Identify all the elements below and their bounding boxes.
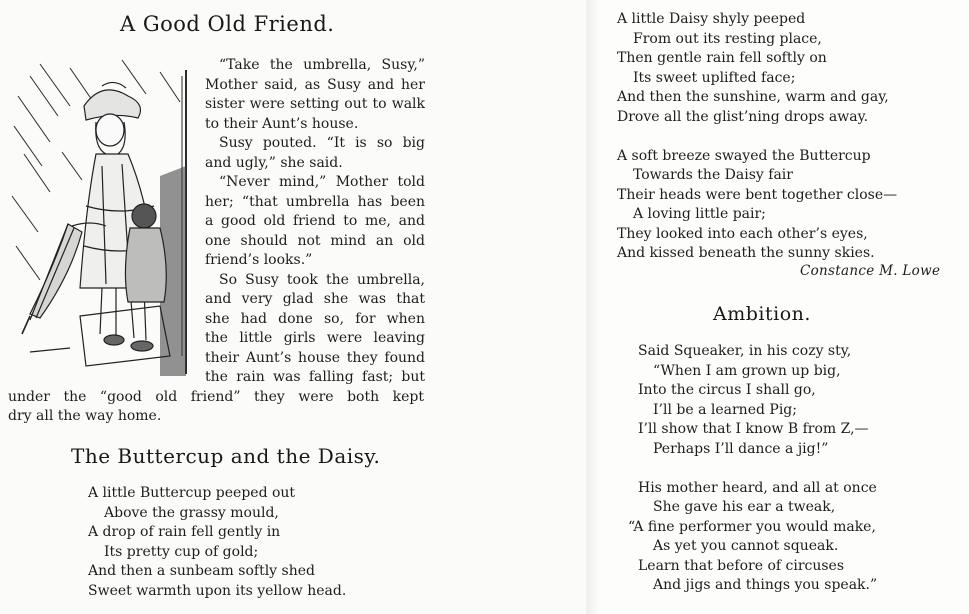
poem-line: Drove all the glist’ning drops away.	[617, 108, 869, 125]
story-line: So Susy took the umbrella,	[219, 271, 425, 288]
poem-line: And kissed beneath the sunny skies.	[617, 245, 875, 261]
poem-line: They looked into each other’s eyes,	[617, 225, 868, 242]
poem-line: Perhaps I’ll dance a jig!”	[653, 440, 829, 457]
story-line: “Take the umbrella, Susy,”	[219, 57, 425, 73]
poem-line: Into the circus I shall go,	[638, 382, 816, 398]
story-line: Mother said, as Susy and her	[205, 76, 425, 93]
poem-line: A little Daisy shyly peeped	[617, 11, 806, 27]
poem-line: Then gentle rain fell softly on	[617, 50, 827, 66]
poem-line: She gave his ear a tweak,	[653, 499, 836, 515]
poem-line: A little Buttercup peeped out	[88, 485, 296, 501]
story-line: and very glad she was that	[205, 291, 425, 307]
story-line: her; “that umbrella has been	[205, 193, 425, 210]
poem-line: Their heads were bent together close—	[617, 186, 898, 203]
poem-line: I’ll be a learned Pig;	[653, 401, 797, 418]
poem-line: A soft breeze swayed the Buttercup	[617, 147, 871, 164]
poem-line: From out its resting place,	[633, 30, 822, 47]
poem-line: A drop of rain fell gently in	[88, 524, 281, 540]
story-line: a good old friend to me, and	[205, 213, 425, 229]
story-line: one should not mind an old	[205, 232, 425, 249]
story-line: friend’s looks.”	[205, 252, 313, 268]
story-line: “Never mind,” Mother told	[219, 174, 425, 190]
girl-with-umbrella-in-rain-icon	[10, 56, 200, 376]
ambition-poem-title: Ambition.	[713, 303, 811, 325]
poem-line: “When I am grown up big,	[653, 362, 841, 379]
poem-line: And jigs and things you speak.”	[653, 577, 878, 593]
buttercup-stanza-1	[88, 484, 346, 601]
poem-line: As yet you cannot squeak.	[653, 538, 839, 554]
author-signature: Constance M. Lowe	[800, 263, 941, 279]
poem-line: Said Squeaker, in his cozy sty,	[638, 343, 852, 359]
story-line: sister were setting out to walk	[205, 96, 425, 112]
poem-line: And then a sunbeam softly shed	[88, 563, 315, 579]
poem-line: Its pretty cup of gold;	[104, 543, 259, 560]
story-title: A Good Old Friend.	[120, 12, 335, 36]
story-line: the little girls were leaving	[205, 330, 425, 346]
poem-line: His mother heard, and all at once	[638, 479, 877, 496]
poem-line: Sweet warmth upon its yellow head.	[88, 582, 347, 599]
poem-line: Towards the Daisy fair	[633, 167, 793, 183]
ambition-poem	[628, 342, 877, 596]
story-line: to their Aunt’s house.	[205, 115, 359, 132]
poem-line: A loving little pair;	[633, 206, 766, 222]
story-line: their Aunt’s house they found	[205, 349, 425, 366]
poem-line: And then the sunshine, warm and gay,	[617, 89, 889, 105]
poem-line: “A fine performer you would make,	[628, 518, 876, 535]
story-line: the rain was falling fast; but	[205, 369, 425, 385]
story-line: she had done so, for when	[205, 310, 425, 327]
poem-line: Learn that before of circuses	[638, 557, 845, 574]
poem-line: Above the grassy mould,	[104, 504, 279, 521]
buttercup-stanza-2-3	[617, 10, 897, 264]
poem-line: Its sweet uplifted face;	[633, 69, 796, 86]
story-line: and ugly,” she said.	[205, 154, 343, 171]
poem-line: I’ll show that I know B from Z,—	[638, 421, 869, 437]
story-line: dry all the way home.	[8, 408, 162, 424]
story-line: Susy pouted. “It is so big	[219, 135, 425, 151]
buttercup-poem-title: The Buttercup and the Daisy.	[71, 444, 381, 468]
story-line: under the “good old friend” they were both kept	[8, 388, 424, 405]
